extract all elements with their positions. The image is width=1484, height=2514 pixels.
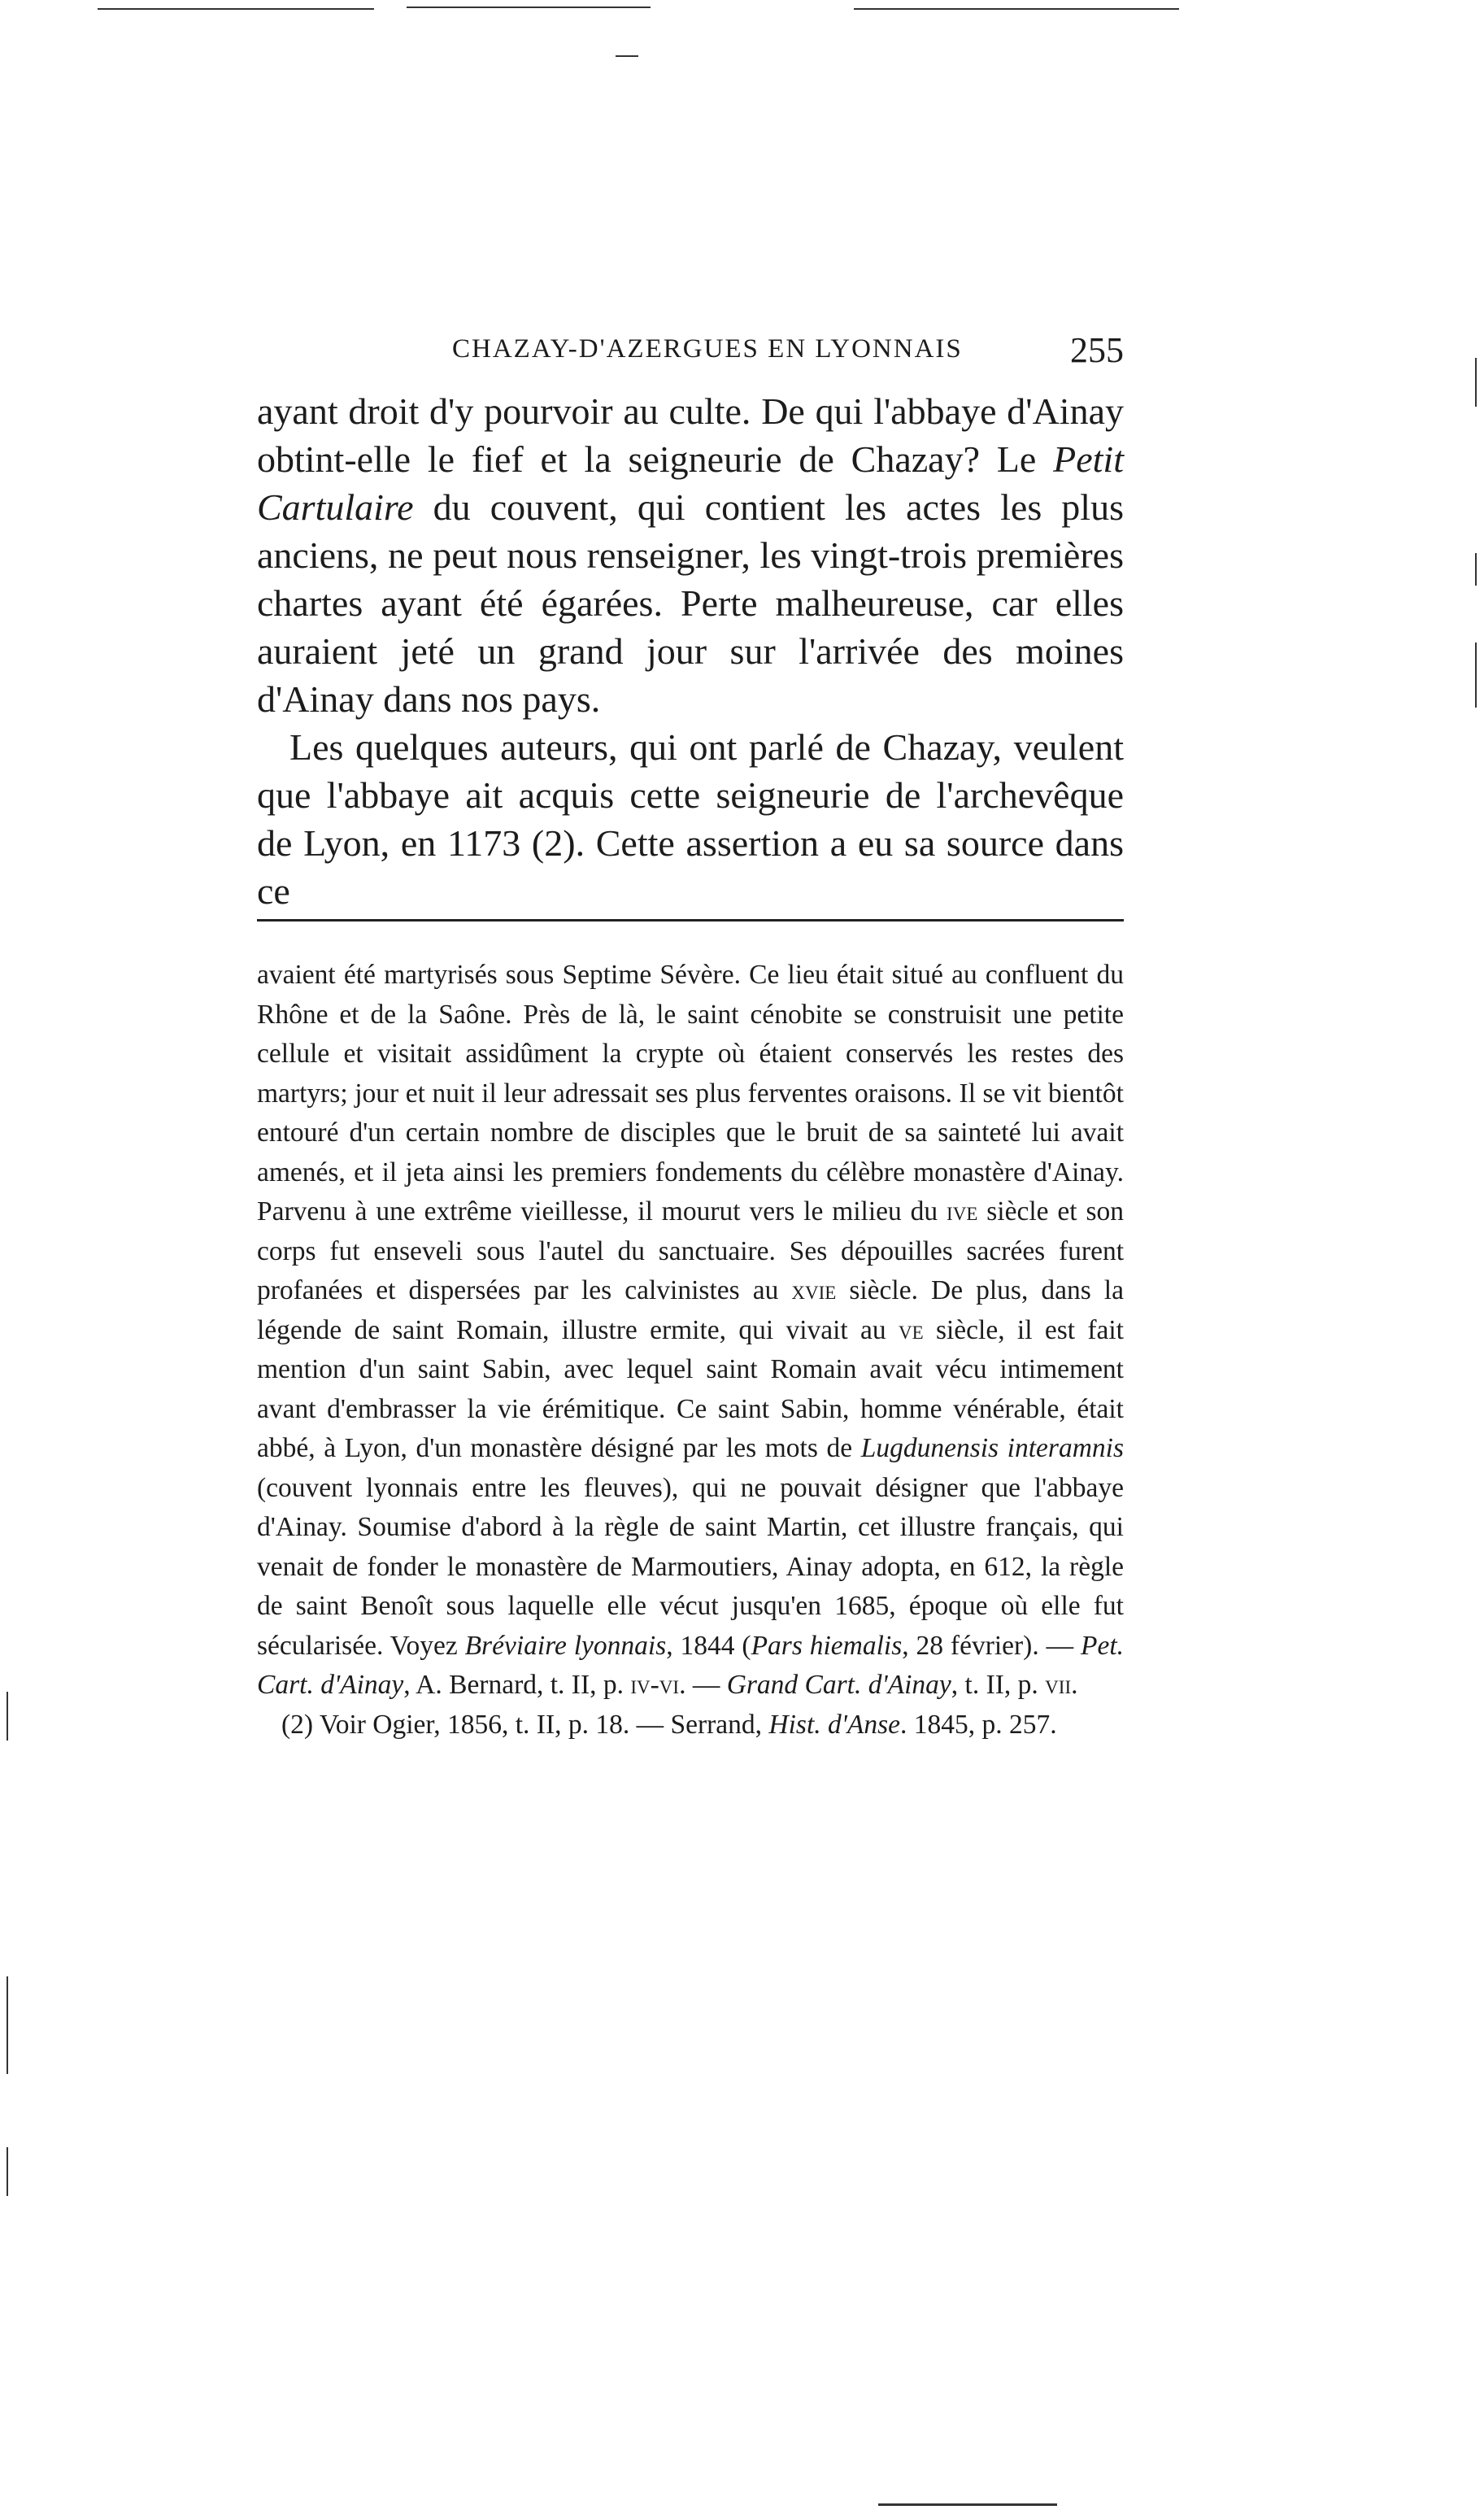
fn1-text: , A. Bernard, t. II, p. xyxy=(403,1670,631,1700)
fn1-text: , 28 février). — xyxy=(902,1630,1081,1661)
fn1-century: ive xyxy=(947,1196,978,1227)
fn2-text: . 1845, p. 257. xyxy=(900,1709,1057,1740)
fn1-italic: Pars hiemalis xyxy=(751,1630,903,1661)
scan-artifact xyxy=(1475,553,1477,586)
footnotes xyxy=(257,956,1124,1745)
fn1-italic: Grand Cart. d'Ainay xyxy=(726,1670,951,1700)
fn1-text: . — xyxy=(679,1670,727,1700)
fn1-text: , t. II, p. xyxy=(951,1670,1046,1700)
footnote-continuation xyxy=(257,956,1124,1706)
scan-artifact xyxy=(7,2147,8,2196)
scan-artifact xyxy=(878,2503,1057,2506)
running-title: CHAZAY-D'AZERGUES EN LYONNAIS xyxy=(452,334,963,364)
scan-artifact xyxy=(7,1692,8,1741)
fn1-century: ve xyxy=(898,1314,924,1345)
footnote-divider xyxy=(257,919,1124,922)
page-header xyxy=(257,329,1124,378)
scan-artifact xyxy=(98,8,374,10)
scan-artifact xyxy=(616,55,638,57)
paragraph-2: Les quelques auteurs, qui ont parlé de Chazay, veulent que l'abbaye ait acquis cette seigneurie de l'archevêque de Lyon, en 1173 (2). Cette assertion a eu sa source dans ce xyxy=(257,726,1124,912)
fn1-century: xvie xyxy=(791,1275,837,1305)
scan-artifact xyxy=(7,1976,8,2074)
fn1-text: (couvent lyonnais entre les fleuves), qui ne pouvait désigner que l'abbaye d'Ainay. Soumise d'abord à la règle de saint Martin, cet illustre français, qui venait de fonder le monastère de Marmoutiers, Ainay adopta, en 612, la règle de saint Benoît sous laquelle elle vécut jusqu'en 1685, époque où elle fut sécularisée. Voyez xyxy=(257,1472,1124,1661)
main-text xyxy=(257,387,1124,915)
fn1-text: siècle. De plus, dans la légende de saint Romain, illustre ermite, qui vivait au xyxy=(257,1275,1124,1345)
paragraph-1-text-a: ayant droit d'y pourvoir au culte. De qui l'abbaye d'Ainay obtint-elle le fief et la seigneurie de Chazay? Le xyxy=(257,390,1124,480)
page-number: 255 xyxy=(1070,330,1124,370)
scan-artifact xyxy=(1475,358,1477,407)
fn1-page-roman: vii xyxy=(1045,1670,1072,1700)
fn2-text: (2) Voir Ogier, 1856, t. II, p. 18. — Serrand, xyxy=(281,1709,769,1740)
footnote-2 xyxy=(257,1706,1124,1745)
fn1-text: , 1844 ( xyxy=(666,1630,751,1661)
paragraph-1-text-b: du couvent, qui contient les actes les plus anciens, ne peut nous renseigner, les vingt-trois premières chartes ayant été égarées. Perte malheureuse, car elles auraient jeté un grand jour sur l'arrivée des moines d'Ainay dans nos pays. xyxy=(257,486,1124,720)
paragraph-1 xyxy=(257,387,1124,723)
fn1-italic: Lugdunensis interamnis xyxy=(860,1433,1124,1463)
fn1-text: siècle et son corps fut enseveli sous l'autel du sanctuaire. Ses dépouilles sacrées furent profanées et dispersées par les calvinistes au xyxy=(257,1196,1124,1305)
italic-title-petit-cartulaire: Petit Cartulaire xyxy=(257,438,1124,528)
fn1-text: . xyxy=(1071,1670,1078,1700)
fn1-text: siècle, il est fait mention d'un saint Sabin, avec lequel saint Romain avait vécu intimement avant d'embrasser la vie érémitique. Ce saint Sabin, homme vénérable, était abbé, à Lyon, d'un monastère désigné par les mots de xyxy=(257,1314,1124,1463)
scan-artifact xyxy=(407,7,651,8)
fn1-italic: Pet. Cart. d'Ainay xyxy=(257,1630,1125,1700)
scan-artifact xyxy=(854,8,1179,10)
fn2-italic: Hist. d'Anse xyxy=(768,1709,901,1740)
fn1-page-roman: iv-vi xyxy=(630,1670,680,1700)
fn1-text: avaient été martyrisés sous Septime Sévère. Ce lieu était situé au confluent du Rhône et de la Saône. Près de là, le saint cénobite se construisit une petite cellule et visitait assidûment la crypte où étaient conservés les restes des martyrs; jour et nuit il leur adressait ses plus ferventes oraisons. Il se vit bientôt entouré d'un certain nombre de disciples que le bruit de sa sainteté lui avait amenés, et il jeta ainsi les premiers fondements du célèbre monastère d'Ainay. Parvenu à une extrême vieillesse, il mourut vers le milieu du xyxy=(257,960,1124,1227)
fn1-italic: Bréviaire lyonnais xyxy=(464,1630,667,1661)
scan-artifact xyxy=(1475,643,1477,708)
